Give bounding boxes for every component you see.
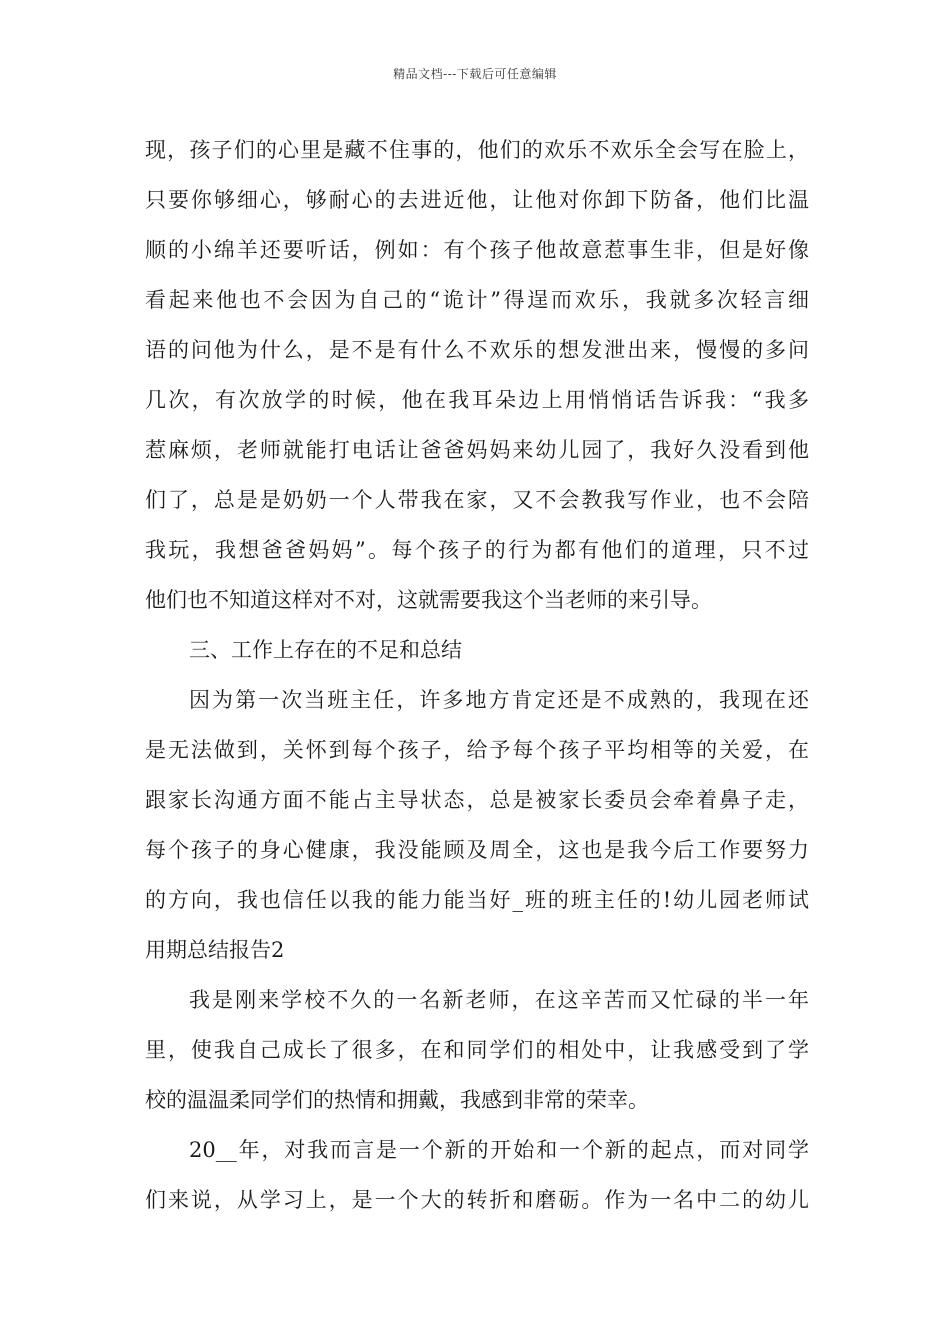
text-line: 他们也不知道这样对不对，这就需要我这个当老师的来引导。	[145, 588, 712, 612]
text-line: 惹麻烦，老师就能打电话让爸爸妈妈来幼儿园了，我好久没看到他	[145, 438, 809, 462]
text-line: 看起来他也不会因为自己的“诡计”得逞而欢乐，我就多次轻言细	[145, 288, 809, 312]
text-line: 校的温温柔同学们的热情和拥戴，我感到非常的荣幸。	[145, 1088, 649, 1112]
text-line: 们来说，从学习上，是一个大的转折和磨砺。作为一名中二的幼儿	[145, 1188, 809, 1212]
text-line: 顺的小绵羊还要听话，例如：有个孩子他故意惹事生非，但是好像	[145, 238, 809, 262]
text-line: 几次，有次放学的时候，他在我耳朵边上用悄悄话告诉我：“我多	[145, 388, 809, 412]
text-line: 跟家长沟通方面不能占主导状态，总是被家长委员会牵着鼻子走，	[145, 788, 809, 812]
text-line: 只要你够细心，够耐心的去进近他，让他对你卸下防备，他们比温	[145, 188, 809, 212]
text-line: 每个孩子的身心健康，我没能顾及周全，这也是我今后工作要努力	[145, 838, 809, 862]
report-title-line: 用期总结报告2	[145, 938, 285, 962]
document-body	[145, 130, 809, 1230]
page-header: 精品文档---下载后可任意编辑	[393, 67, 557, 81]
text-line: 语的问他为什么，是不是有什么不欢乐的想发泄出来，慢慢的多问	[145, 338, 809, 362]
text-line: 我是刚来学校不久的一名新老师，在这辛苦而又忙碌的半一年	[189, 988, 809, 1012]
text-line: 我玩，我想爸爸妈妈”。每个孩子的行为都有他们的道理，只不过	[145, 538, 809, 562]
text-line: 因为第一次当班主任，许多地方肯定还是不成熟的，我现在还	[189, 688, 809, 712]
text-line: 是无法做到，关怀到每个孩子，给予每个孩子平均相等的关爱，在	[145, 738, 809, 762]
text-line: 现，孩子们的心里是藏不住事的，他们的欢乐不欢乐全会写在脸上，	[145, 138, 809, 162]
text-line: 20__年，对我而言是一个新的开始和一个新的起点，而对同学	[189, 1138, 809, 1162]
section-heading: 三、工作上存在的不足和总结	[189, 638, 462, 662]
text-line: 里，使我自己成长了很多，在和同学们的相处中，让我感受到了学	[145, 1038, 809, 1062]
text-line: 的方向，我也信任以我的能力能当好_班的班主任的!幼儿园老师试	[145, 888, 809, 912]
text-line: 们了，总是是奶奶一个人带我在家，又不会教我写作业，也不会陪	[145, 488, 809, 512]
